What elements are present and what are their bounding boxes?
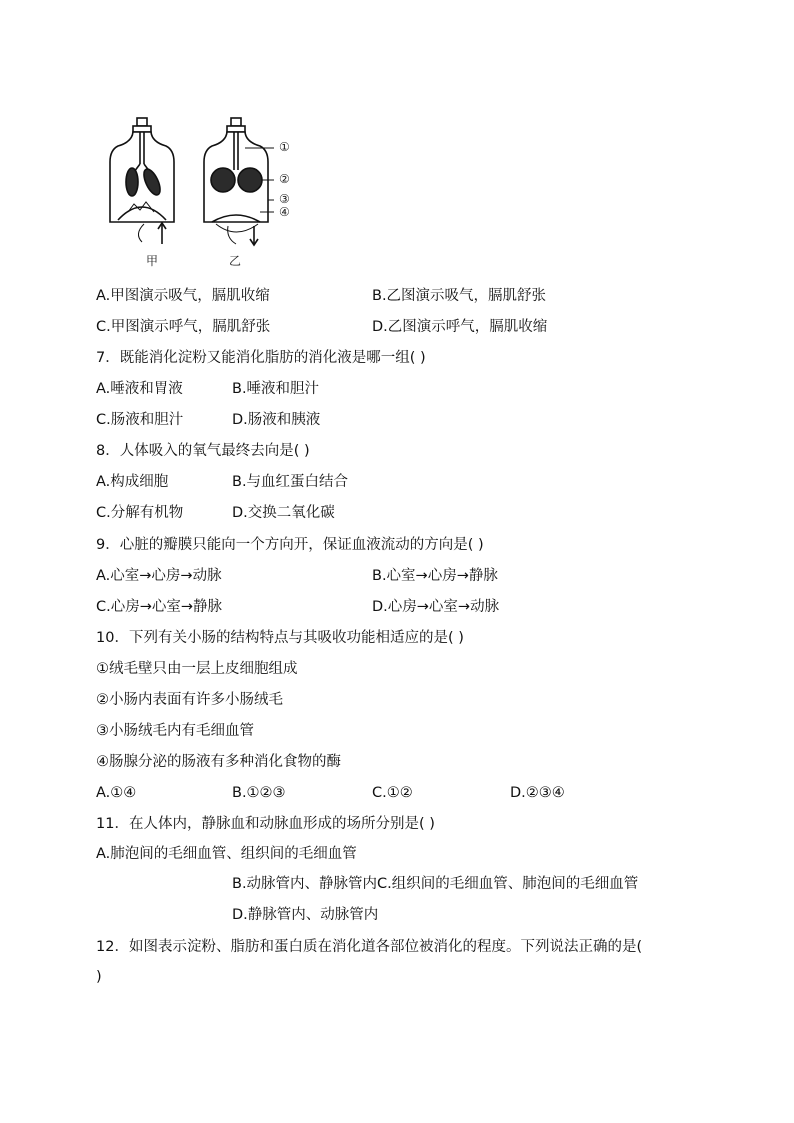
- q10-option-b: B.①②③: [232, 785, 286, 801]
- q7-option-c: C.肠液和胆汁: [96, 412, 184, 428]
- q8-option-d: D.交换二氧化碳: [232, 505, 335, 521]
- q11-option-d: D.静脉管内、动脉管内: [232, 907, 379, 923]
- q7-option-b: B.唾液和胆汁: [232, 381, 320, 397]
- marker-1: ①: [279, 140, 290, 154]
- bell-jar-diagram: [104, 112, 304, 272]
- q10-item-2: ②小肠内表面有许多小肠绒毛: [96, 692, 283, 708]
- q8-option-c: C.分解有机物: [96, 505, 184, 521]
- q6-option-b: B.乙图演示吸气，膈肌舒张: [372, 288, 547, 304]
- q6-option-a: A.甲图演示吸气，膈肌收缩: [96, 288, 270, 304]
- q7-stem: 7．既能消化淀粉又能消化脂肪的消化液是哪一组( ): [96, 350, 426, 366]
- q10-stem: 10．下列有关小肠的结构特点与其吸收功能相适应的是( ): [96, 630, 464, 646]
- q11-stem: 11．在人体内，静脉血和动脉血形成的场所分别是( ): [96, 816, 435, 832]
- q11-option-a: A.肺泡间的毛细血管、组织间的毛细血管: [96, 846, 357, 862]
- q10-option-a: A.①④: [96, 785, 137, 801]
- jar-yi: [204, 118, 274, 245]
- q12-stem-line1: 12．如图表示淀粉、脂肪和蛋白质在消化道各部位被消化的程度。下列说法正确的是(: [96, 939, 643, 955]
- marker-2: ②: [279, 172, 290, 186]
- q7-option-d: D.肠液和胰液: [232, 412, 321, 428]
- q6-option-d: D.乙图演示呼气，膈肌收缩: [372, 319, 548, 335]
- q10-item-1: ①绒毛壁只由一层上皮细胞组成: [96, 661, 298, 677]
- marker-3: ③: [279, 192, 290, 206]
- label-jia: 甲: [146, 254, 159, 268]
- q10-option-d: D.②③④: [510, 785, 565, 801]
- marker-4: ④: [279, 205, 290, 219]
- q10-option-c: C.①②: [372, 785, 413, 801]
- q8-option-a: A.构成细胞: [96, 474, 169, 490]
- label-yi: 乙: [229, 254, 242, 268]
- q8-option-b: B.与血红蛋白结合: [232, 474, 349, 490]
- jar-jia: [110, 118, 174, 244]
- q7-option-a: A.唾液和胃液: [96, 381, 183, 397]
- q10-item-4: ④肠腺分泌的肠液有多种消化食物的酶: [96, 754, 341, 770]
- q9-option-a: A.心室→心房→动脉: [96, 568, 222, 584]
- q6-option-c: C.甲图演示呼气，膈肌舒张: [96, 319, 271, 335]
- q10-item-3: ③小肠绒毛内有毛细血管: [96, 723, 254, 739]
- q9-option-b: B.心室→心房→静脉: [372, 568, 498, 584]
- q11-option-bc: B.动脉管内、静脉管内C.组织间的毛细血管、肺泡间的毛细血管: [232, 876, 639, 892]
- q12-stem-line2: ): [96, 969, 102, 985]
- q9-option-c: C.心房→心室→静脉: [96, 599, 223, 615]
- q8-stem: 8．人体吸入的氧气最终去向是( ): [96, 443, 310, 459]
- breathing-model-figure: [104, 112, 304, 272]
- q9-option-d: D.心房→心室→动脉: [372, 599, 500, 615]
- q9-stem: 9．心脏的瓣膜只能向一个方向开，保证血液流动的方向是( ): [96, 537, 484, 553]
